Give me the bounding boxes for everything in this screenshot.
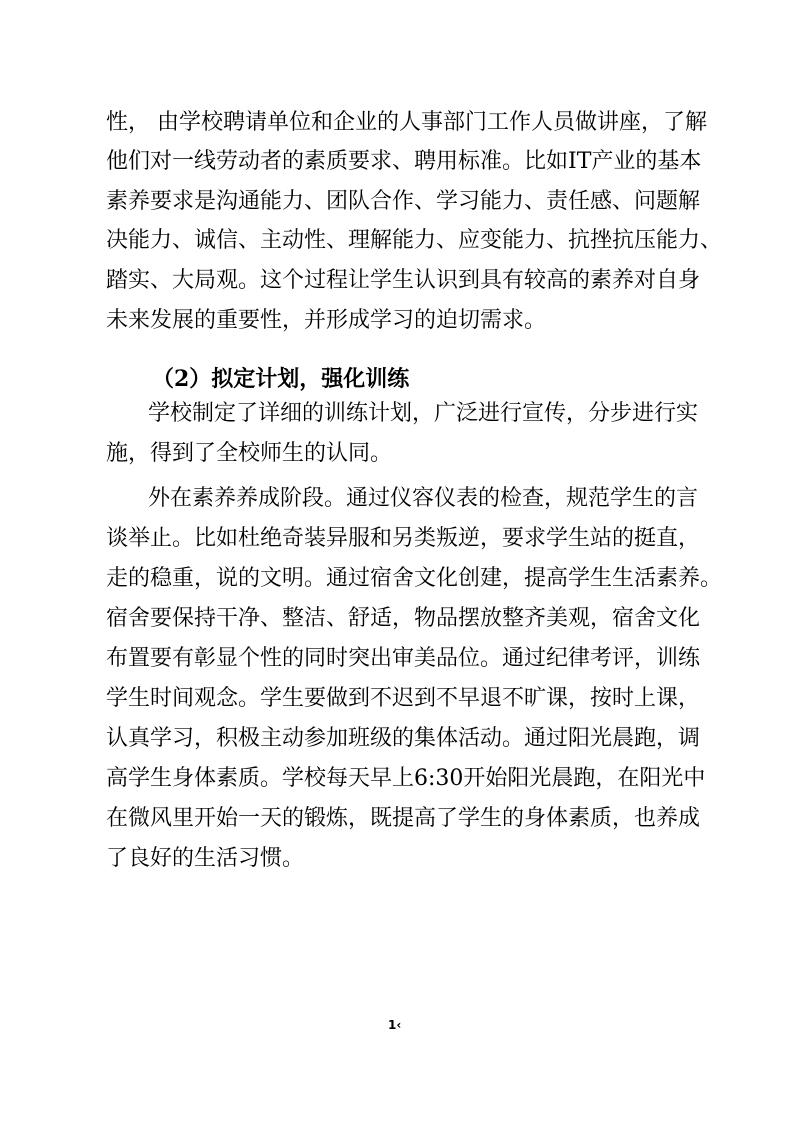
text-line: 素养要求是沟通能力、团队合作、学习能力、责任感、问题解 xyxy=(106,189,701,214)
text-line: 踏实、大局观。这个过程让学生认识到具有较高的素养对自身 xyxy=(106,268,701,293)
text-line: 高学生身体素质。学校每天早上6:30开始阳光晨跑，在阳光中 xyxy=(106,766,706,791)
page-number: 1‹ xyxy=(388,1018,402,1032)
section-heading: （2）拟定计划，强化训练 xyxy=(152,366,410,392)
text-line: 布置要有彰显个性的同时突出审美品位。通过纪律考评，训练 xyxy=(106,646,701,671)
text-line: 性， 由学校聘请单位和企业的人事部门工作人员做讲座，了解 xyxy=(106,110,707,135)
text-line: 谈举止。比如杜绝奇装异服和另类叛逆，要求学生站的挺直， xyxy=(106,526,701,551)
text-line: 走的稳重，说的文明。通过宿舍文化创建，提高学生生活素养。 xyxy=(106,566,723,591)
text-line: 外在素养养成阶段。通过仪容仪表的检查，规范学生的言 xyxy=(148,486,699,511)
text-line: 决能力、诚信、主动性、理解能力、应变能力、抗挫抗压能力、 xyxy=(106,228,723,253)
text-line: 学生时间观念。学生要做到不迟到不早退不旷课，按时上课， xyxy=(106,686,701,711)
text-line: 他们对一线劳动者的素质要求、聘用标准。比如IT产业的基本 xyxy=(106,149,702,174)
text-line: 宿舍要保持干净、整洁、舒适，物品摆放整齐美观，宿舍文化 xyxy=(106,606,701,631)
text-line: 学校制定了详细的训练计划，广泛进行宣传，分步进行实 xyxy=(148,401,699,426)
text-line: 施，得到了全校师生的认同。 xyxy=(106,441,393,466)
text-line: 认真学习，积极主动参加班级的集体活动。通过阳光晨跑，调 xyxy=(106,726,701,751)
text-line: 在微风里开始一天的锻炼，既提高了学生的身体素质，也养成 xyxy=(106,806,701,831)
text-line: 未来发展的重要性，并形成学习的迫切需求。 xyxy=(106,308,547,333)
text-line: 了良好的生活习惯。 xyxy=(106,846,305,871)
